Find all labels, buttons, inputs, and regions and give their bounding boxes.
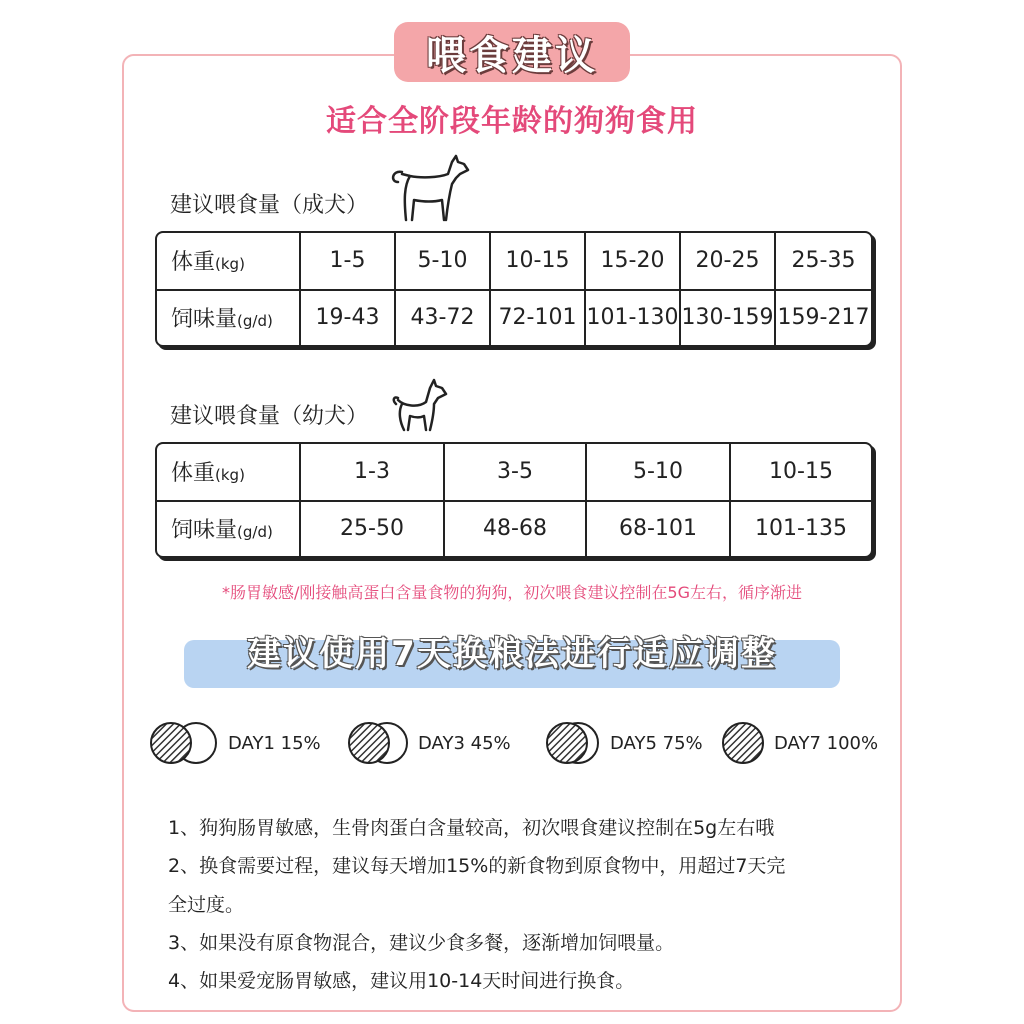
- table-cell: 159-217: [777, 305, 870, 331]
- table-cell: 25-35: [776, 233, 871, 291]
- weight-label: 体重: [171, 250, 216, 276]
- instruction-3: 3、如果没有原食物混合，建议少食多餐，逐渐增加饲喂量。: [168, 932, 675, 954]
- amount-label: 饲味量: [171, 307, 238, 333]
- table-cell: 10-15: [731, 444, 871, 502]
- weight-row-header: [157, 444, 301, 502]
- table-cell: 101-130: [586, 291, 681, 345]
- adult-dog-icon: [388, 152, 474, 224]
- page-title: 喂食建议: [426, 32, 598, 79]
- instruction-2: 2、换食需要过程，建议每天增加15%的新食物到原食物中，用超过7天完: [168, 855, 786, 877]
- instruction-4: 4、如果爱宠肠胃敏感，建议用10-14天时间进行换食。: [168, 970, 635, 992]
- food-mix-icon: [544, 720, 602, 766]
- day-indicator-1: [148, 720, 321, 766]
- amount-label: 饲味量: [171, 518, 238, 544]
- amount-row-header: [157, 291, 301, 345]
- puppy-feeding-table: [155, 442, 873, 558]
- weight-unit: (kg): [215, 255, 245, 274]
- table-cell: 68-101: [587, 502, 731, 556]
- table-row: [157, 502, 871, 556]
- table-cell: 72-101: [491, 291, 586, 345]
- table-cell: 5-10: [587, 444, 731, 502]
- table-cell: 15-20: [586, 233, 681, 291]
- table-cell: 19-43: [301, 291, 396, 345]
- day-indicator-5: [544, 720, 703, 766]
- table-cell: 130-159: [681, 291, 776, 345]
- weight-label: 体重: [171, 461, 216, 487]
- day-label: DAY1 15%: [228, 732, 321, 754]
- table-cell: 1-3: [301, 444, 445, 502]
- weight-row-header: [157, 233, 301, 291]
- day-label: DAY3 45%: [418, 732, 511, 754]
- subtitle: 适合全阶段年龄的狗狗食用: [326, 104, 698, 139]
- transition-banner-text: 建议使用7天换粮法进行适应调整: [247, 634, 777, 674]
- adult-feeding-table: [155, 231, 873, 347]
- puppy-dog-icon: [390, 378, 452, 434]
- table-cell: 48-68: [445, 502, 587, 556]
- amount-unit: (g/d): [237, 523, 273, 542]
- food-mix-icon: [346, 720, 410, 766]
- instruction-1: 1、狗狗肠胃敏感，生骨肉蛋白含量较高，初次喂食建议控制在5g左右哦: [168, 817, 775, 839]
- table-cell: 20-25: [681, 233, 776, 291]
- weight-unit: (kg): [215, 466, 245, 485]
- food-mix-icon: [720, 720, 766, 766]
- day-indicator-3: [346, 720, 511, 766]
- day-label: DAY5 75%: [610, 732, 703, 754]
- table-cell: 1-5: [301, 233, 396, 291]
- day-label: DAY7 100%: [774, 732, 879, 754]
- adult-section-label: 建议喂食量（成犬）: [170, 193, 369, 218]
- table-cell: 5-10: [396, 233, 491, 291]
- table-row: [157, 444, 871, 502]
- title-badge: [394, 22, 630, 82]
- table-cell: 43-72: [396, 291, 491, 345]
- table-cell: 10-15: [491, 233, 586, 291]
- table-cell: 25-50: [301, 502, 445, 556]
- food-mix-icon: [148, 720, 220, 766]
- amount-unit: (g/d): [237, 312, 273, 331]
- table-cell: 3-5: [445, 444, 587, 502]
- instruction-2-cont: 全过度。: [168, 894, 245, 916]
- amount-row-header: [157, 502, 301, 556]
- puppy-section-label: 建议喂食量（幼犬）: [170, 404, 369, 429]
- table-row: [157, 233, 871, 291]
- day-indicator-7: [720, 720, 878, 766]
- table-row: [157, 291, 871, 345]
- table-cell: 101-135: [755, 516, 847, 542]
- sensitive-stomach-note: *肠胃敏感/刚接触高蛋白含量食物的狗狗，初次喂食建议控制在5G左右，循序渐进: [222, 583, 802, 602]
